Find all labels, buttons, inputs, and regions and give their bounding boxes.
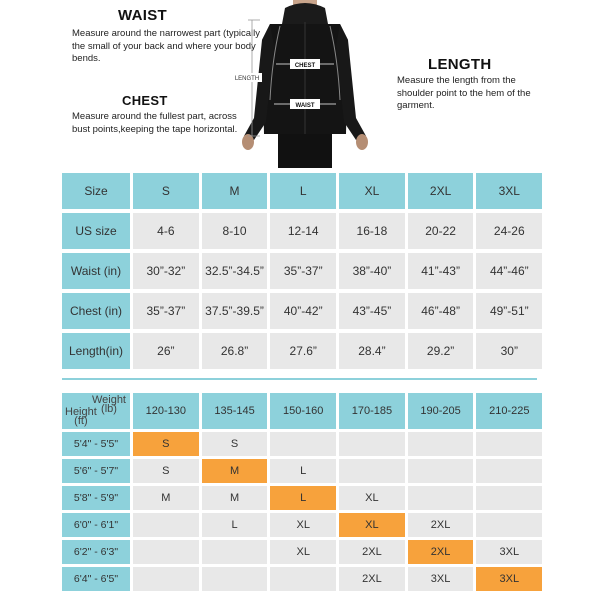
size-header-m: M: [202, 173, 268, 209]
size-table-cell: 41”-43”: [408, 253, 474, 289]
size-table-cell: 35”-37”: [270, 253, 336, 289]
fit-table-cell: M: [202, 486, 268, 510]
weight-header: 170-185: [339, 393, 405, 429]
fit-table-cell: XL: [270, 513, 336, 537]
fit-table-cell: [476, 432, 542, 456]
waist-title: WAIST: [118, 7, 167, 24]
size-table-cell: 43”-45”: [339, 293, 405, 329]
fit-table-cell: [133, 567, 199, 591]
size-table-cell: 38”-40”: [339, 253, 405, 289]
recommended-size-cell: L: [270, 486, 336, 510]
fit-table-corner: [62, 393, 130, 429]
size-header-2xl: 2XL: [408, 173, 474, 209]
fit-table-cell: [339, 432, 405, 456]
size-table-cell: 44”-46”: [476, 253, 542, 289]
fit-table-cell: S: [202, 432, 268, 456]
size-table-cell: 29.2”: [408, 333, 474, 369]
fit-table-cell: XL: [339, 486, 405, 510]
weight-header: 190-205: [408, 393, 474, 429]
fit-table-cell: S: [133, 459, 199, 483]
size-row-label: US size: [62, 213, 130, 249]
fit-table-cell: [408, 459, 474, 483]
fit-table-cell: L: [202, 513, 268, 537]
fit-chart-table: [62, 393, 542, 591]
fit-table-cell: [408, 432, 474, 456]
size-table-cell: 40”-42”: [270, 293, 336, 329]
height-row-label: 5'4" - 5'5": [62, 432, 130, 456]
length-title: LENGTH: [428, 56, 492, 73]
fit-table-cell: M: [133, 486, 199, 510]
size-row-label: Waist (in): [62, 253, 130, 289]
size-header-l: L: [270, 173, 336, 209]
fit-table-cell: 3XL: [476, 540, 542, 564]
recommended-size-cell: 3XL: [476, 567, 542, 591]
recommended-size-cell: 2XL: [408, 540, 474, 564]
size-header-s: S: [133, 173, 199, 209]
fit-table-cell: [476, 459, 542, 483]
fit-table-cell: [476, 513, 542, 537]
fit-table-cell: [476, 486, 542, 510]
fit-table-cell: [202, 540, 268, 564]
height-row-label: 5'6" - 5'7": [62, 459, 130, 483]
size-table-cell: 26”: [133, 333, 199, 369]
fit-table-cell: 2XL: [408, 513, 474, 537]
size-header-xl: XL: [339, 173, 405, 209]
recommended-size-cell: XL: [339, 513, 405, 537]
fit-table-cell: 2XL: [339, 567, 405, 591]
size-row-label: Length(in): [62, 333, 130, 369]
fit-table-cell: L: [270, 459, 336, 483]
size-row-label: Chest (in): [62, 293, 130, 329]
chest-description: Measure around the fullest part, across bust points,keeping the tape horizontal.: [72, 111, 238, 135]
size-table-cell: 4-6: [133, 213, 199, 249]
fit-table-cell: [270, 432, 336, 456]
size-table-cell: 24-26: [476, 213, 542, 249]
size-table-cell: 8-10: [202, 213, 268, 249]
size-table-cell: 35”-37”: [133, 293, 199, 329]
figure-chest-label: CHEST: [294, 63, 316, 69]
corner-height-label: Height: [65, 406, 97, 418]
figure-waist-label: WAIST: [295, 103, 315, 109]
size-header-label: Size: [62, 173, 130, 209]
figure-length-label: LENGTH: [234, 76, 260, 82]
recommended-size-cell: M: [202, 459, 268, 483]
length-description: Measure the length from the shoulder point to the hem of the garment.: [397, 75, 531, 111]
fit-table-cell: XL: [270, 540, 336, 564]
weight-header: 210-225: [476, 393, 542, 429]
size-table-cell: 20-22: [408, 213, 474, 249]
size-table-cell: 16-18: [339, 213, 405, 249]
fit-table-cell: [339, 459, 405, 483]
fit-table-cell: [133, 540, 199, 564]
jacket-hood: [282, 3, 328, 24]
size-table-cell: 30”: [476, 333, 542, 369]
weight-header: 120-130: [133, 393, 199, 429]
fit-table-cell: 3XL: [408, 567, 474, 591]
fit-table-cell: [202, 567, 268, 591]
size-table-cell: 12-14: [270, 213, 336, 249]
recommended-size-cell: S: [133, 432, 199, 456]
size-table-cell: 46”-48”: [408, 293, 474, 329]
corner-weight-unit: (lb): [101, 403, 117, 415]
size-table-cell: 26.8”: [202, 333, 268, 369]
weight-header: 150-160: [270, 393, 336, 429]
height-row-label: 6'2" - 6'3": [62, 540, 130, 564]
section-divider: [62, 378, 537, 380]
corner-height-unit: (ft): [74, 415, 88, 427]
height-row-label: 5'8" - 5'9": [62, 486, 130, 510]
chest-title: CHEST: [122, 93, 168, 108]
height-row-label: 6'0" - 6'1": [62, 513, 130, 537]
jacket-model-figure: [230, 0, 380, 168]
size-chart-table: [62, 173, 542, 369]
fit-table-cell: 2XL: [339, 540, 405, 564]
waist-description: Measure around the narrowest part (typically the small of your back and where your body bends.: [72, 28, 260, 64]
size-table-cell: 27.6”: [270, 333, 336, 369]
size-table-cell: 49”-51”: [476, 293, 542, 329]
model-right-hand: [356, 134, 368, 150]
model-pants: [278, 134, 332, 168]
corner-weight-label: Weight: [91, 394, 126, 406]
size-header-3xl: 3XL: [476, 173, 542, 209]
fit-table-cell: [408, 486, 474, 510]
fit-table-cell: [270, 567, 336, 591]
height-row-label: 6'4" - 6'5": [62, 567, 130, 591]
fit-table-cell: [133, 513, 199, 537]
size-table-cell: 37.5”-39.5”: [202, 293, 268, 329]
size-table-cell: 30”-32”: [133, 253, 199, 289]
size-table-cell: 32.5”-34.5”: [202, 253, 268, 289]
size-table-cell: 28.4”: [339, 333, 405, 369]
weight-header: 135-145: [202, 393, 268, 429]
